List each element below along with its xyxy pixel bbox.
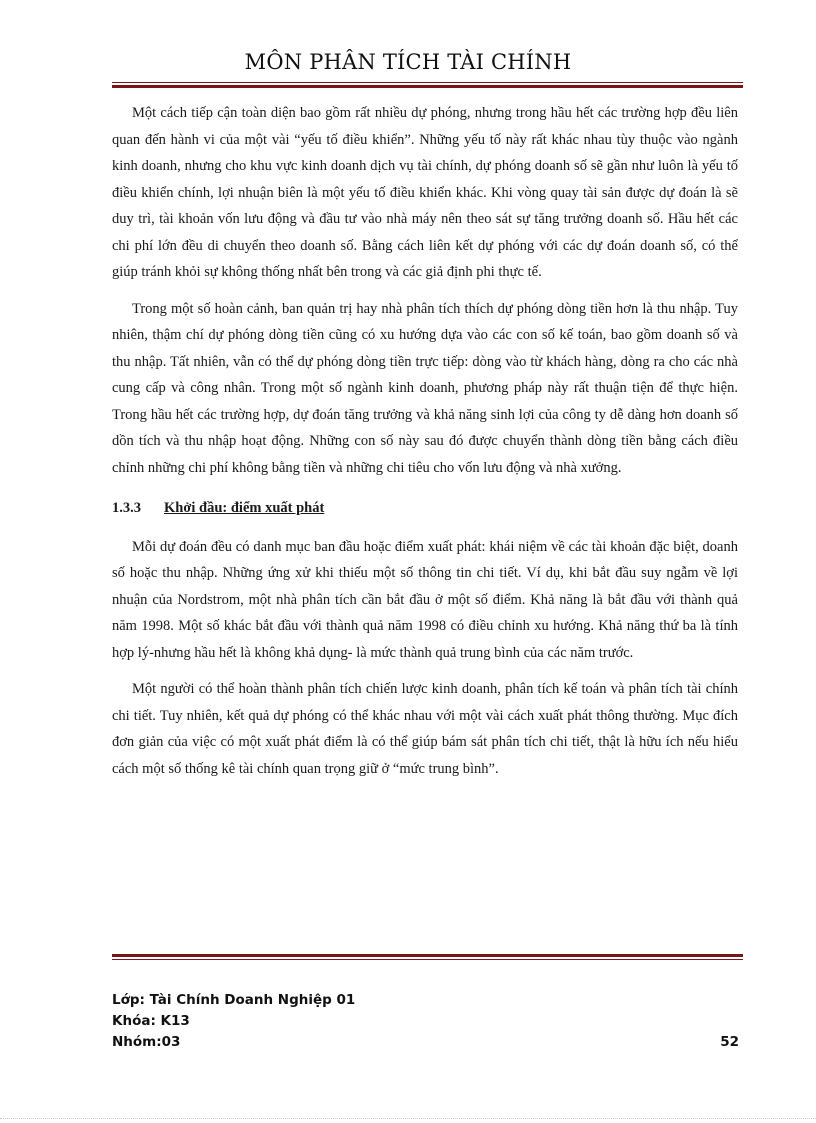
paragraph: Một người có thể hoàn thành phân tích chiến lược kinh doanh, phân tích kế toán và phân tích tài chính chi tiết. Tuy nhiên, kết quả dự phóng có thể khác nhau với một vài cách xuất phát thông thường. Mục đích đơn giản của việc có một xuất phát điểm là có thể giúp bám sát phân tích chi tiết, thật là hữu ích nếu hiểu cách một số thống kê tài chính quan trọng giữ ở “mức trung bình”. — [112, 681, 738, 777]
page-footer — [112, 990, 743, 1053]
page-number: 52 — [720, 1034, 739, 1050]
footer-divider — [112, 954, 743, 960]
page-edge-divider — [0, 1118, 816, 1119]
footer-class: Lớp: Tài Chính Doanh Nghiệp 01 — [112, 992, 356, 1008]
document-body — [112, 100, 738, 792]
section-heading — [112, 495, 738, 522]
footer-group: Nhóm:03 — [112, 1034, 181, 1050]
paragraph: Một cách tiếp cận toàn diện bao gồm rất nhiều dự phóng, nhưng trong hầu hết các trường hợp đều liên quan đến hành vi của một vài “yếu tố điều khiển”. Những yếu tố này rất khác nhau tùy thuộc vào ngành kinh doanh, nhưng cho khu vực kinh doanh dịch vụ tài chính, dự phóng doanh số sẽ gần như luôn là yếu tố điều khiển chính, lợi nhuận biên là một yếu tố điều khiển khác. Khi vòng quay tài sản được dự đoán là sẽ duy trì, tài khoản vốn lưu động và đầu tư vào nhà máy nên theo sát sự tăng trưởng doanh số. Hầu hết các chi phí lớn đều di chuyển theo doanh số. Bằng cách liên kết dự phóng với các dự đoán doanh số, có thể giúp tránh khỏi sự không thống nhất bên trong và các giả định phi thực tế. — [112, 105, 738, 280]
paragraph: Mỗi dự đoán đều có danh mục ban đầu hoặc điểm xuất phát: khái niệm về các tài khoản đặc biệt, doanh số hoặc thu nhập. Những ứng xử khi thiếu một số thông tin chi tiết. Ví dụ, khi bắt đầu suy ngẫm về lợi nhuận của Nordstrom, một nhà phân tích cần bắt đầu ở một số điểm. Khả năng là bắt đầu với thành quả năm 1998. Một số khác bắt đầu với thành quả năm 1998 có điều chỉnh xu hướng. Khả năng thứ ba là tính hợp lý-nhưng hầu hết là không khả dụng- là mức thành quả trung bình của các năm trước. — [112, 538, 738, 661]
section-title: Khởi đầu: điểm xuất phát — [164, 500, 325, 516]
page-header-title: MÔN PHÂN TÍCH TÀI CHÍNH — [244, 50, 572, 74]
footer-course: Khóa: K13 — [112, 1013, 190, 1029]
section-number: 1.3.3 — [112, 500, 141, 516]
header-divider — [112, 82, 743, 88]
paragraph: Trong một số hoàn cảnh, ban quản trị hay nhà phân tích thích dự phóng dòng tiền hơn là thu nhập. Tuy nhiên, thậm chí dự phóng dòng tiền cũng có xu hướng dựa vào các con số kế toán, bao gồm doanh số và thu nhập. Tất nhiên, vẫn có thể dự phóng dòng tiền trực tiếp: dòng vào từ khách hàng, dòng ra cho các nhà cung cấp và công nhân. Trong một số ngành kinh doanh, phương pháp này rất thuận tiện để thực hiện. Trong hầu hết các trường hợp, dự đoán tăng trưởng và khả năng sinh lợi của công ty dễ dàng hơn doanh số dồn tích và thu nhập hoạt động. Những con số này sau đó được chuyển thành dòng tiền bằng cách điều chỉnh những chi phí không bằng tiền và những chi tiêu cho vốn lưu động và nhà xưởng. — [112, 300, 738, 476]
